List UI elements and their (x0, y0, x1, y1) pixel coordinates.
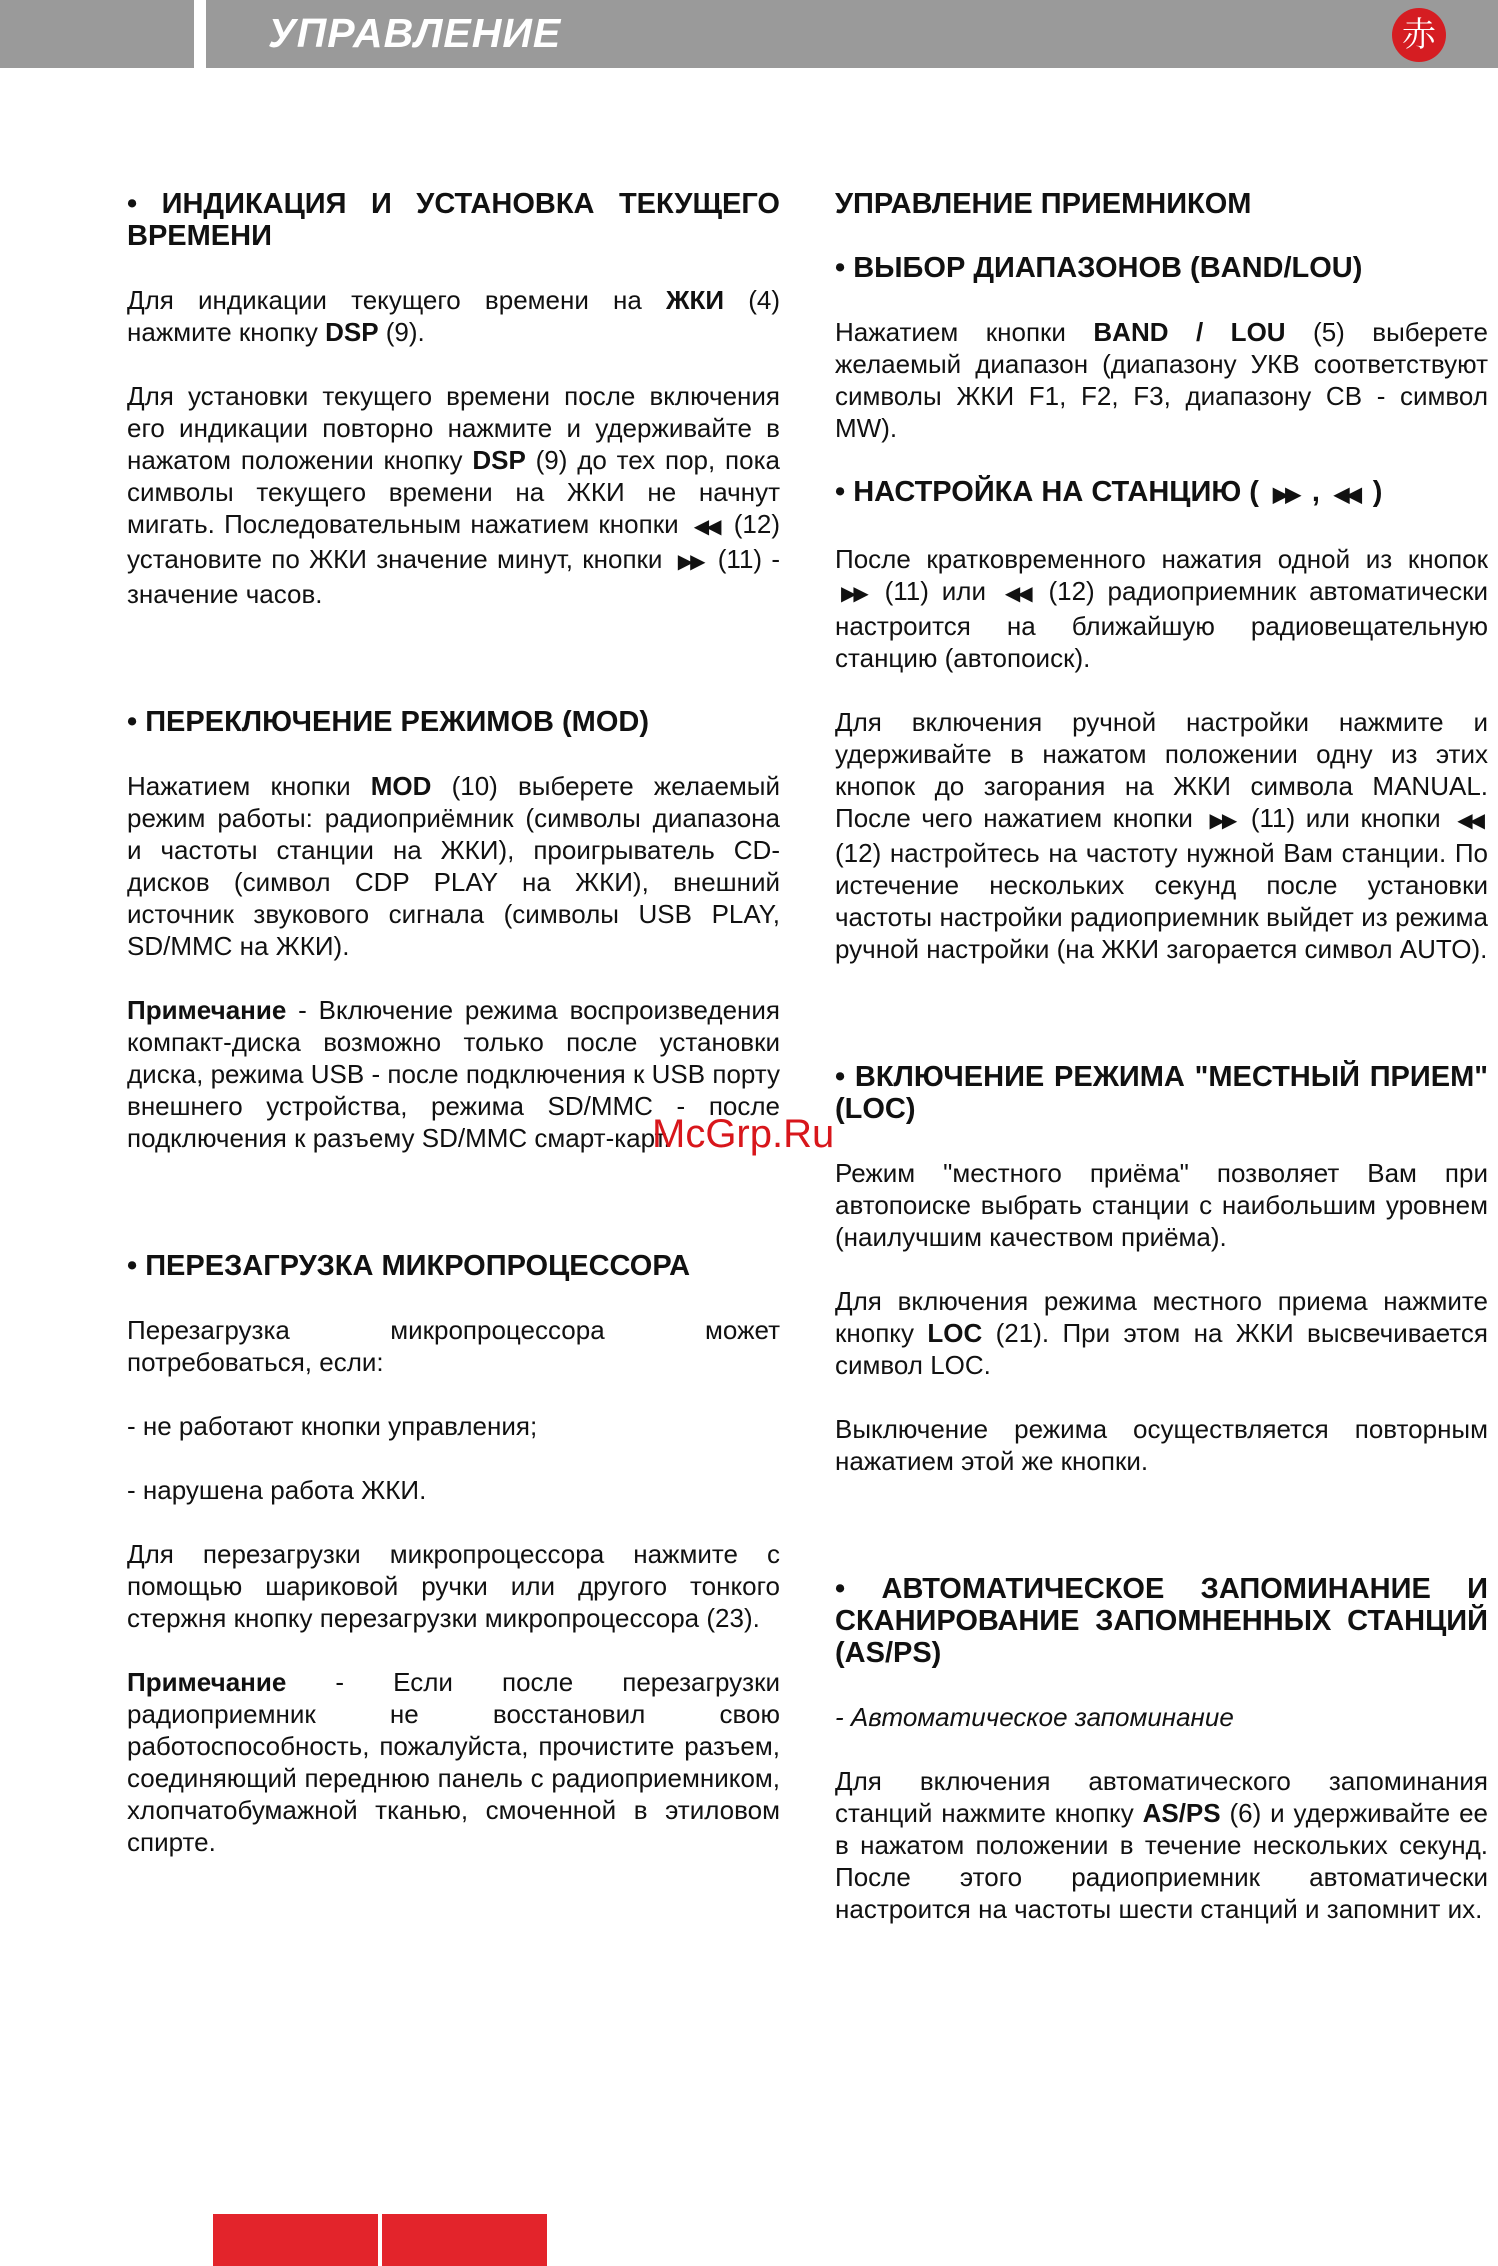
section-heading-band: • ВЫБОР ДИАПАЗОНОВ (BAND/LOU) (835, 252, 1363, 284)
header-left-bar (0, 0, 194, 68)
paragraph-time-display: Для индикации текущего времени на ЖКИ (4) нажмите кнопку DSP (9). (127, 285, 781, 347)
paragraph-time-set: Для установки текущего времени после включения его индикации повторно нажмите и удерживайте в нажатом положении кнопку DSP (9) до тех пор, пока символы текущего времени на ЖКИ не начнут мигать. Последовательным нажатием кнопки ◀◀ (12) установите по ЖКИ значение минут, кнопки ▶▶ (11) - значение часов. (127, 381, 780, 609)
fast-forward-icon: ▶▶ (1209, 810, 1235, 832)
paragraph-manual-tuning: Для включения ручной настройки нажмите и удерживайте в нажатом положении одну из этих кнопок до загорания на ЖКИ символа MANUAL. После чего нажатием кнопки ▶▶ (11) или кнопки ◀◀ (12) настройтесь на частоту нужной Вам станции. По истечение нескольких секунд после установки частоты настройки радиоприемник выйдет из режима ручной настройки (на ЖКИ загорается символ AUTO). (835, 707, 1488, 964)
left-column (127, 188, 780, 1858)
section-heading-local: • ВКЛЮЧЕНИЕ РЕЖИМА "МЕСТНЫЙ ПРИЕМ" (LOC) (835, 1061, 1488, 1125)
section-heading-tuning: • НАСТРОЙКА НА СТАНЦИЮ ( ▶▶ , ◀◀ ) (835, 476, 1488, 511)
section-heading-reset: • ПЕРЕЗАГРУЗКА МИКРОПРОЦЕССОРА (127, 1250, 691, 1282)
page-title: УПРАВЛЕНИЕ (268, 10, 562, 56)
list-item: - нарушена работа ЖКИ. (127, 1475, 427, 1505)
footer-block-left (213, 2214, 378, 2266)
list-item: - не работают кнопки управления; (127, 1411, 538, 1441)
fast-forward-icon: ▶▶ (841, 583, 866, 605)
fast-forward-icon: ▶▶ (677, 551, 703, 573)
footer-block-right (382, 2214, 547, 2266)
paragraph-auto-memory: Для включения автоматического запоминания станций нажмите кнопку AS/PS (6) и удерживайте ее в нажатом положении в течение нескольких секунд. После этого радиоприемник автоматически настроится на частоты шести станций и запомнит их. (835, 1766, 1488, 1924)
fast-forward-icon: ▶▶ (1273, 484, 1298, 506)
paragraph-local-on: Для включения режима местного приема нажмите кнопку LOC (21). При этом на ЖКИ высвечивается символ LOC. (835, 1286, 1488, 1380)
rewind-icon: ◀◀ (1004, 583, 1030, 605)
paragraph-auto-seek: После кратковременного нажатия одной из кнопок ▶▶ (11) или ◀◀ (12) радиоприемник автоматически настроится на ближайшую радиовещательную станцию (автопоиск). (835, 544, 1488, 673)
paragraph-local-desc: Режим "местного приёма" позволяет Вам при автопоиске выбрать станции с наибольшим уровнем (наилучшим качеством приёма). (835, 1158, 1488, 1252)
paragraph-reset-intro: Перезагрузка микропроцессора может потребоваться, если: (127, 1315, 780, 1377)
column-title-receiver: УПРАВЛЕНИЕ ПРИЕМНИКОМ (835, 188, 1252, 220)
paragraph-local-off: Выключение режима осуществляется повторным нажатием этой же кнопки. (835, 1414, 1488, 1476)
section-heading-time: • ИНДИКАЦИЯ И УСТАНОВКА ТЕКУЩЕГО ВРЕМЕНИ (127, 188, 780, 252)
paragraph-band: Нажатием кнопки BAND / LOU (5) выберете желаемый диапазон (диапазону УКВ соответствуют символы ЖКИ F1, F2, F3, диапазону СВ - символ MW). (835, 317, 1488, 443)
note-mode: Примечание - Включение режима воспроизведения компакт-диска возможно только после установки диска, режима USB - после подключения к USB порту внешнего устройства, режима SD/MMC - после подключения к разъему SD/MMC смарт-карт. (127, 995, 780, 1153)
paragraph-mode: Нажатием кнопки MOD (10) выберете желаемый режим работы: радиоприёмник (символы диапазона и частоты станции на ЖКИ), проигрыватель CD-дисков (символ CDP PLAY на ЖКИ), внешний источник звукового сигнала (символы USB PLAY, SD/MMC на ЖКИ). (127, 771, 780, 961)
brand-logo-icon: 赤 (1392, 8, 1446, 62)
paragraph-reset-howto: Для перезагрузки микропроцессора нажмите с помощью шариковой ручки или другого тонкого стержня кнопку перезагрузки микропроцессора (23). (127, 1539, 780, 1633)
subsection-auto-memory: - Автоматическое запоминание (835, 1702, 1234, 1732)
section-heading-mode: • ПЕРЕКЛЮЧЕНИЕ РЕЖИМОВ (MOD) (127, 706, 649, 738)
watermark: McGrp.Ru (652, 1112, 835, 1156)
rewind-icon: ◀◀ (693, 516, 719, 538)
right-column (835, 188, 1488, 1925)
section-heading-as-ps: • АВТОМАТИЧЕСКОЕ ЗАПОМИНАНИЕ И СКАНИРОВАНИЕ ЗАПОМНЕННЫХ СТАНЦИЙ (AS/PS) (835, 1573, 1488, 1669)
rewind-icon: ◀◀ (1457, 810, 1482, 832)
rewind-icon: ◀◀ (1333, 484, 1359, 506)
note-reset: Примечание - Если после перезагрузки радиоприемник не восстановил свою работоспособность, пожалуйста, прочистите разъем, соединяющий переднюю панель с радиоприемником, хлопчатобумажной тканью, смоченной в этиловом спирте. (127, 1667, 780, 1857)
